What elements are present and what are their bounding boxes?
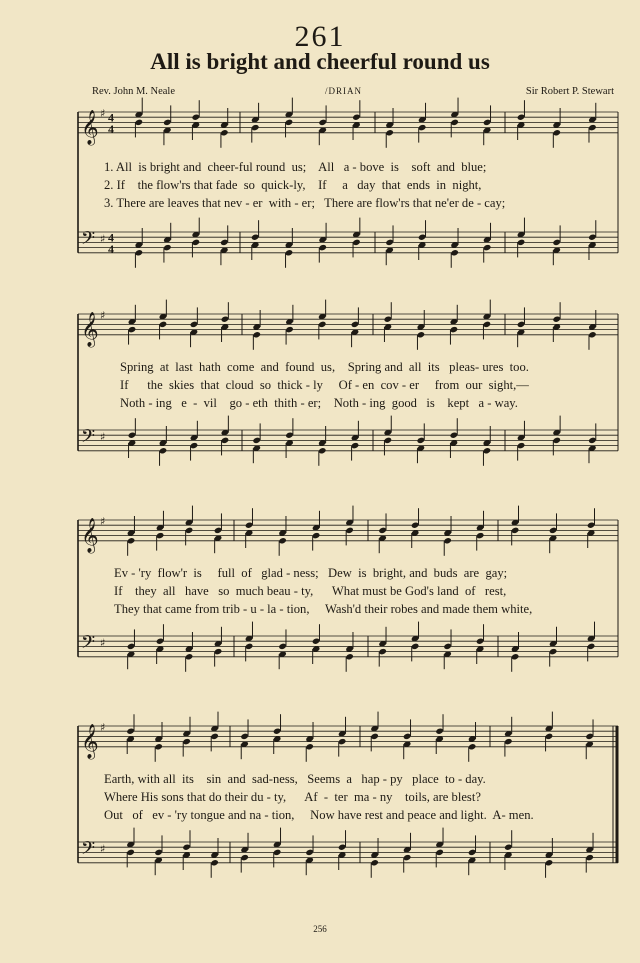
sharp-icon: ♯ — [100, 842, 106, 856]
treble-clef-icon: 𝄞 — [81, 311, 99, 347]
lyric-line: Where His sons that do their du - ty, Af - ter ma - ny toils, are blest? — [104, 790, 481, 804]
sharp-icon: ♯ — [100, 232, 106, 246]
lyric-line: Ev - 'ry flow'r is full of glad - ness; Dew is bright, and buds are gay; — [114, 566, 508, 580]
sharp-icon: ♯ — [100, 515, 106, 529]
lyric-line: If the skies that cloud so thick - ly Of - en cov - er from our sight,— — [120, 378, 529, 392]
lyric-line: Noth - ing e - vil go - eth thith - er; Noth - ing good is kept a - way. — [120, 396, 518, 410]
hymn-title: All is bright and cheerful round us — [150, 49, 490, 74]
lyric-line: Out of ev - 'ry tongue and na - tion, Now have rest and peace and light. A- men. — [104, 808, 534, 822]
time-signature-icon: 4 — [108, 230, 114, 245]
credit-composer: Sir Robert P. Stewart — [525, 86, 614, 97]
treble-clef-icon: 𝄞 — [81, 723, 99, 759]
lyric-line: 2. If the flow'rs that fade so quick-ly, If a day that ends in night, — [104, 178, 482, 192]
page-number: 256 — [313, 924, 327, 934]
sharp-icon: ♯ — [100, 107, 106, 121]
credit-tune: /DRIAN — [325, 86, 362, 96]
lyric-line: 3. There are leaves that nev - er with - er; There are flow'rs that ne'er de - cay; — [104, 196, 506, 210]
treble-clef-icon: 𝄞 — [81, 517, 99, 553]
time-signature-icon: 4 — [108, 110, 114, 125]
lyric-line: They that came from trib - u - la - tion, Wash'd their robes and made them white, — [114, 602, 533, 616]
sharp-icon: ♯ — [100, 430, 106, 444]
sharp-icon: ♯ — [100, 636, 106, 650]
time-signature-icon: 4 — [108, 241, 114, 256]
hymn-number: 261 — [294, 20, 346, 53]
lyric-line: If they all have so much beau - ty, What must be God's land of rest, — [114, 584, 507, 598]
bass-clef-icon: 𝄢 — [81, 632, 96, 658]
lyric-line: Earth, with all its sin and sad-ness, Seems a hap - py place to - day. — [104, 772, 486, 786]
lyric-line: 1. All is bright and cheer-ful round us; All a - bove is soft and blue; — [104, 160, 487, 174]
sharp-icon: ♯ — [100, 309, 106, 323]
lyric-line: Spring at last hath come and found us, Spring and all its pleas- ures too. — [120, 360, 529, 374]
bass-clef-icon: 𝄢 — [81, 228, 96, 254]
time-signature-icon: 4 — [108, 121, 114, 136]
credit-author: Rev. John M. Neale — [92, 86, 176, 97]
sharp-icon: ♯ — [100, 721, 106, 735]
bass-clef-icon: 𝄢 — [81, 838, 96, 864]
bass-clef-icon: 𝄢 — [81, 426, 96, 452]
treble-clef-icon: 𝄞 — [81, 109, 99, 145]
